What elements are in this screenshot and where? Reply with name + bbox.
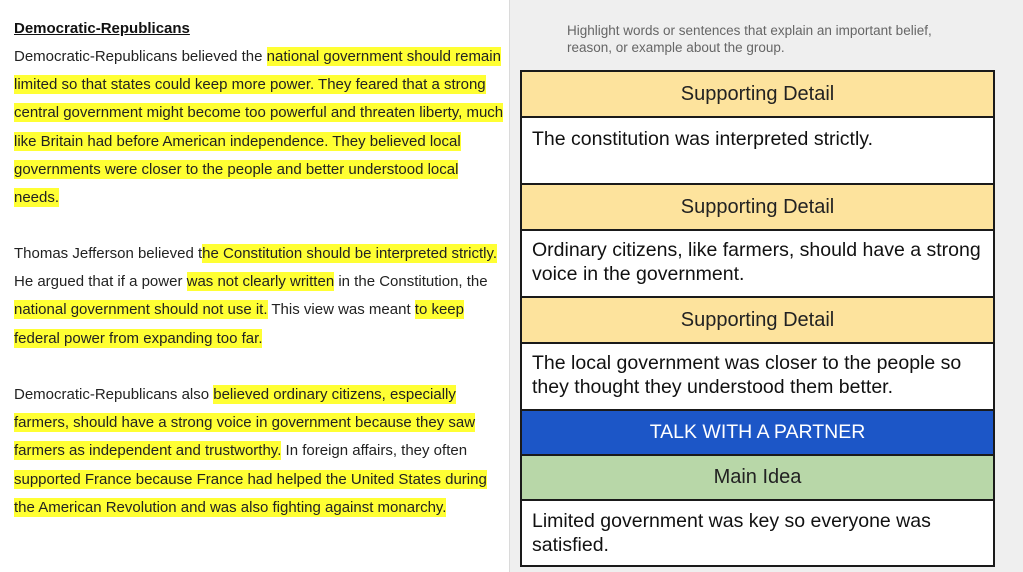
main-idea-header: Main Idea xyxy=(522,456,993,501)
organizer-panel xyxy=(509,0,1023,572)
passage-title: Democratic-Republicans xyxy=(14,20,190,37)
main-idea-answer[interactable]: Limited government was key so everyone was satisfied. xyxy=(522,501,993,565)
highlighted-text[interactable]: believed ordinary citizens, especially farmers, should have a strong voice in government because they saw farmers as independent and trustworthy. xyxy=(14,386,476,460)
highlighted-text[interactable]: supported France because France had helped the United States during the American Revolution and was also fighting against monarchy. xyxy=(14,470,487,516)
talk-with-partner-bar: TALK WITH A PARTNER xyxy=(522,411,993,456)
reading-passage xyxy=(0,0,509,572)
highlighted-text[interactable]: to keep federal power from expanding too far. xyxy=(14,301,464,347)
passage-text[interactable]: He argued that if a power xyxy=(14,273,187,291)
passage-text[interactable]: Democratic-Republicans also xyxy=(14,386,214,403)
supporting-detail-header-2: Supporting Detail xyxy=(522,185,993,231)
instructions-text: Highlight words or sentences that explain an important belief, reason, or example about the group. xyxy=(567,23,932,55)
passage-text[interactable]: Thomas Jefferson believed t xyxy=(14,245,203,262)
passage-text[interactable]: Democratic-Republicans believed the xyxy=(14,48,267,65)
paragraph-3[interactable] xyxy=(14,381,504,522)
passage-text[interactable]: This view was meant xyxy=(267,301,415,319)
passage-text[interactable]: in the Constitution, the xyxy=(334,273,488,291)
passage-text[interactable]: In foreign affairs, they often xyxy=(281,442,468,460)
supporting-detail-answer-2[interactable]: Ordinary citizens, like farmers, should have a strong voice in the government. xyxy=(522,231,993,298)
highlighted-text[interactable]: he Constitution should be interpreted strictly. xyxy=(202,245,498,262)
highlighted-text[interactable]: national government should not use it. xyxy=(14,301,268,319)
highlighted-text[interactable]: was not clearly written xyxy=(186,273,335,291)
supporting-detail-answer-3[interactable]: The local government was closer to the people so they thought they understood them better. xyxy=(522,344,993,411)
supporting-detail-answer-1[interactable]: The constitution was interpreted strictly. xyxy=(522,118,993,185)
paragraph-1[interactable] xyxy=(14,43,504,212)
paragraph-2[interactable] xyxy=(14,240,504,353)
supporting-detail-header-1: Supporting Detail xyxy=(522,72,993,118)
graphic-organizer xyxy=(520,70,995,567)
supporting-detail-header-3: Supporting Detail xyxy=(522,298,993,344)
highlighted-text[interactable]: national government should remain limited so that states could keep more power. They feared that a strong central government might become too powerful and threaten liberty, much like Britain had before American independence. They believed local governments were closer to the people and better understood local needs. xyxy=(14,48,504,207)
